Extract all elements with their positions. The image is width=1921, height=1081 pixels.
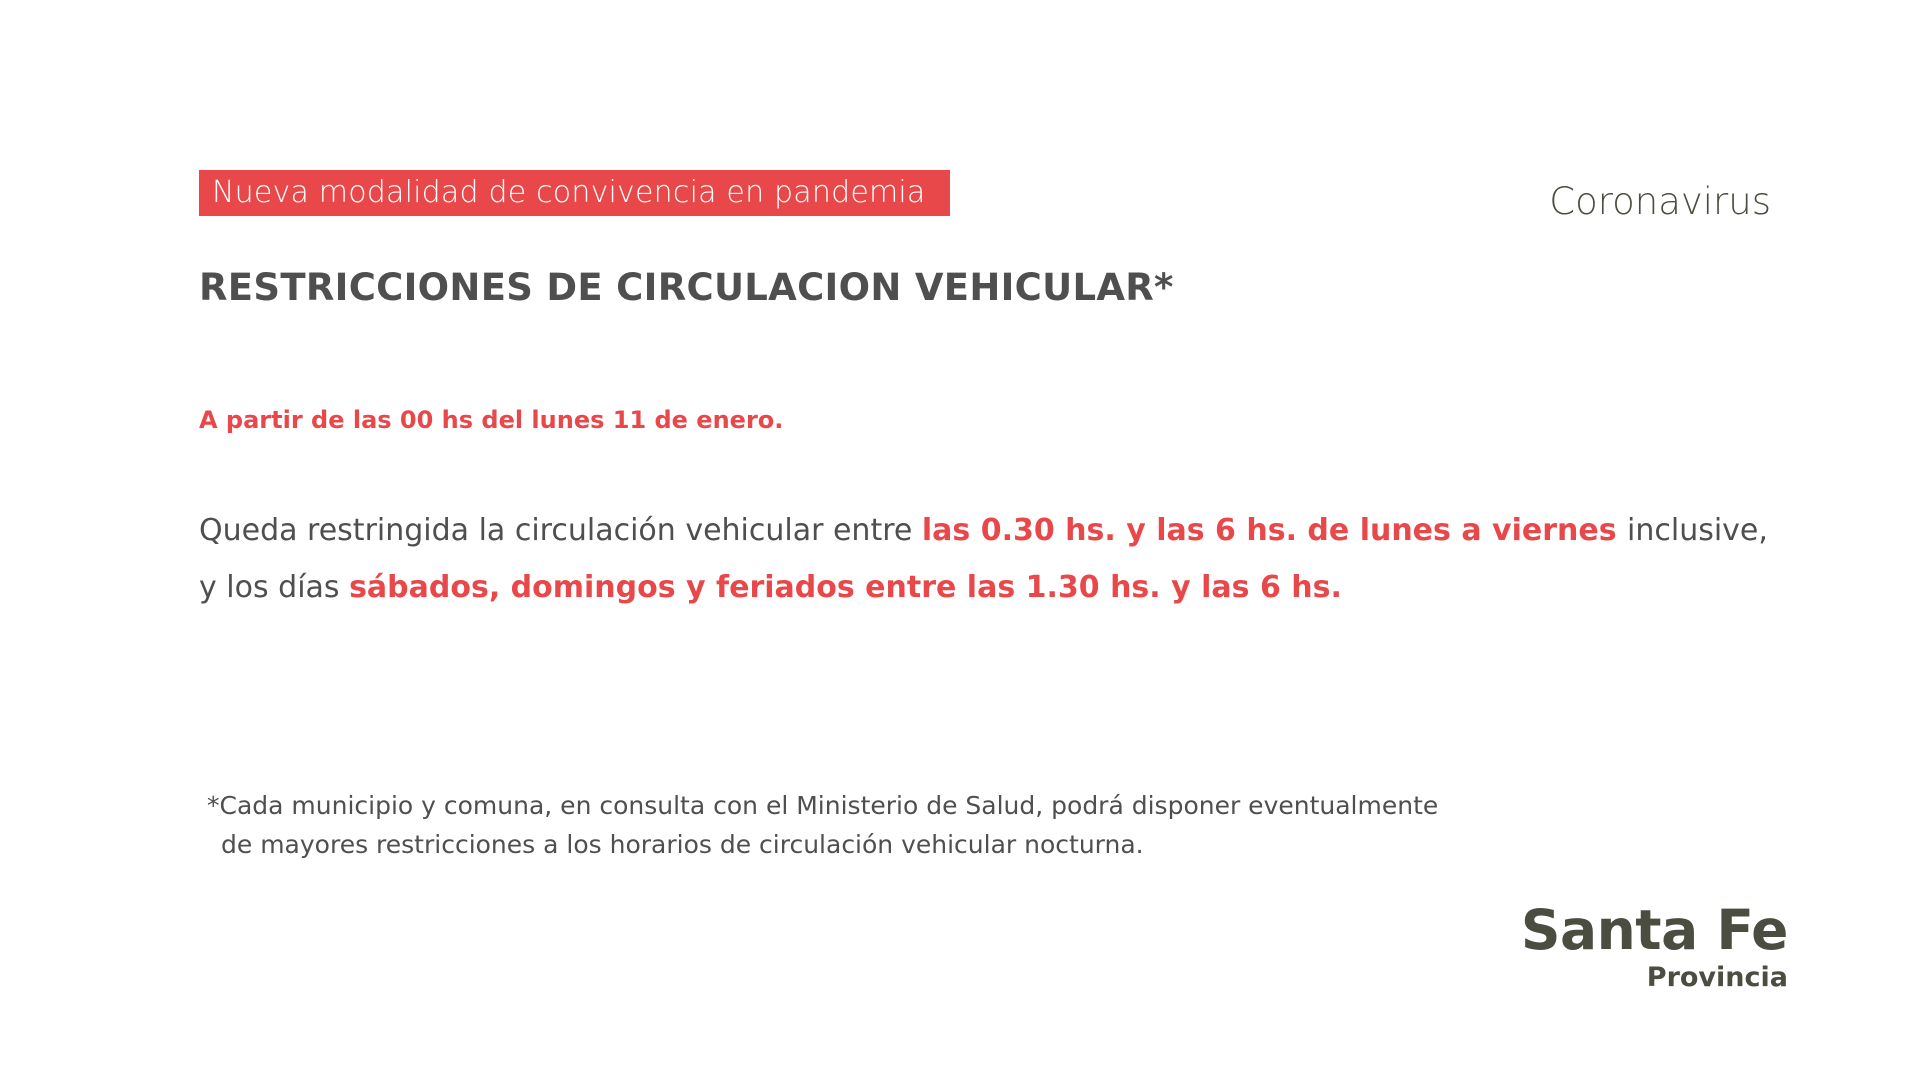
weekend-text-pre: y los días	[199, 570, 350, 605]
restriction-weekend-line	[199, 559, 1759, 616]
topic-label: Coronavirus	[1549, 180, 1771, 223]
weekday-text-pre: Queda restringida la circulación vehicular entre	[199, 513, 922, 548]
category-tag-label: Nueva modalidad de convivencia en pandemia	[212, 175, 926, 210]
footnote	[207, 786, 1438, 864]
weekday-text-post: inclusive,	[1627, 513, 1768, 548]
restriction-description	[199, 502, 1768, 616]
weekday-hours-highlight: las 0.30 hs. y las 6 hs. de lunes a viernes	[921, 513, 1628, 548]
brand-logo	[1521, 900, 1788, 994]
restriction-weekday-line	[199, 502, 1768, 559]
effective-date: A partir de las 00 hs del lunes 11 de enero.	[199, 406, 784, 434]
footnote-line-1: *Cada municipio y comuna, en consulta con el Ministerio de Salud, podrá disponer eventualmente	[207, 791, 1439, 820]
weekend-hours-highlight: sábados, domingos y feriados entre las 1.30 hs. y las 6 hs.	[349, 570, 1342, 605]
footnote-line-2: de mayores restricciones a los horarios de circulación vehicular nocturna.	[221, 830, 1144, 859]
category-tag	[199, 170, 950, 216]
brand-subtitle: Provincia	[1646, 962, 1788, 993]
page-title: RESTRICCIONES DE CIRCULACION VEHICULAR*	[199, 266, 1174, 309]
brand-name: Santa Fe	[1520, 898, 1788, 962]
